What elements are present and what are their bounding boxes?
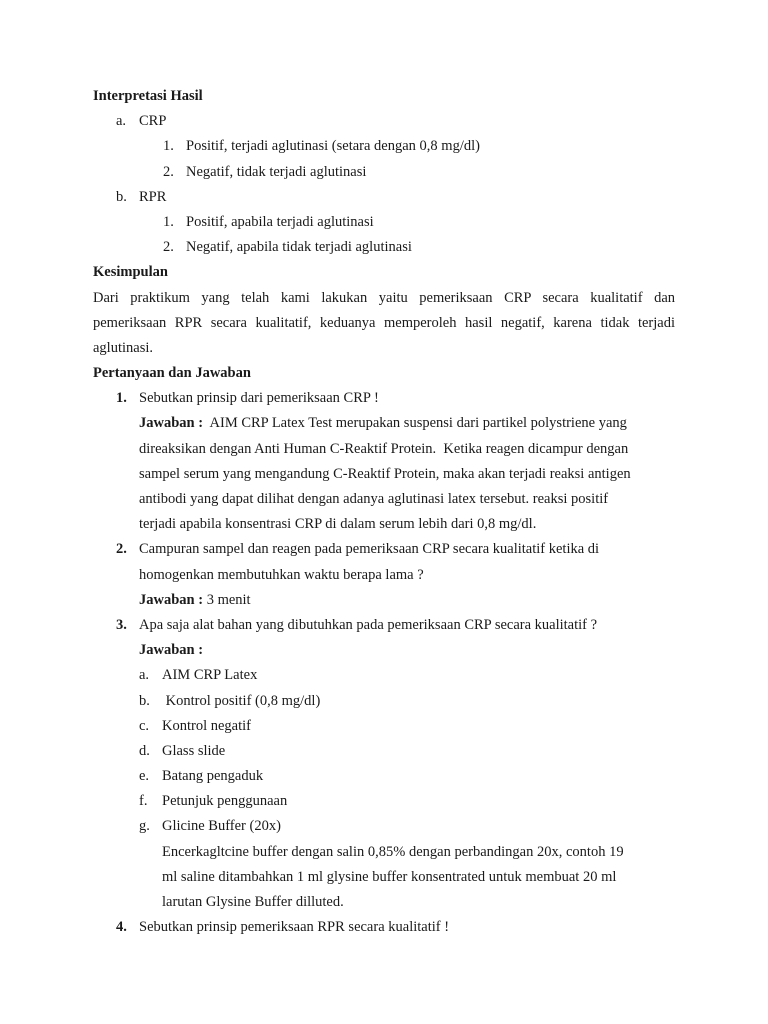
list-marker: e. — [139, 768, 150, 785]
answer-label: Jawaban : — [139, 591, 204, 608]
question-number: 4. — [116, 919, 127, 936]
answer-text: AIM CRP Latex Test merupakan suspensi dari partikel polystriene yang — [203, 415, 627, 432]
question-2-line: homogenkan membutuhkan waktu berapa lama ? — [139, 566, 424, 583]
question-1 — [93, 386, 675, 411]
list-marker: 1. — [163, 213, 174, 230]
question-2 — [93, 537, 675, 562]
question-number: 1. — [116, 390, 127, 407]
list-item — [93, 689, 675, 714]
answer-1-line — [93, 411, 675, 436]
list-marker: 2. — [163, 163, 174, 180]
list-item — [93, 814, 675, 839]
note-line: larutan Glysine Buffer dilluted. — [162, 894, 344, 910]
list-item-text: Glicine Buffer (20x) — [162, 818, 281, 835]
heading-kesimpulan: Kesimpulan — [93, 264, 168, 281]
list-marker: f. — [139, 793, 148, 810]
list-item-rpr-2 — [93, 235, 675, 260]
list-item-text: AIM CRP Latex — [162, 667, 258, 684]
list-marker: 2. — [163, 239, 174, 256]
list-item-label: CRP — [139, 113, 167, 130]
list-marker: 1. — [163, 138, 174, 155]
kesimpulan-line: Dari praktikum yang telah kami lakukan yaitu pemeriksaan CRP secara kualitatif dan — [93, 289, 675, 306]
question-text: Apa saja alat bahan yang dibutuhkan pada pemeriksaan CRP secara kualitatif ? — [139, 616, 598, 633]
list-item-text: Kontrol positif (0,8 mg/dl) — [162, 692, 321, 709]
list-item-text: Glass slide — [162, 742, 226, 759]
list-item — [93, 764, 675, 789]
question-text: Sebutkan prinsip pemeriksaan RPR secara kualitatif ! — [139, 919, 450, 936]
question-4 — [93, 915, 675, 940]
list-marker: b. — [139, 692, 150, 709]
list-marker: d. — [139, 742, 150, 759]
note-line: ml saline ditambahkan 1 ml glysine buffer konsentrated untuk membuat 20 ml — [162, 868, 617, 885]
list-item — [93, 663, 675, 688]
list-item-rpr-1 — [93, 210, 675, 235]
list-item-crp-1 — [93, 134, 675, 159]
list-item-label: RPR — [139, 188, 167, 205]
list-item-text: Positif, terjadi aglutinasi (setara dengan 0,8 mg/dl) — [186, 138, 480, 155]
question-text: Sebutkan prinsip dari pemeriksaan CRP ! — [139, 390, 379, 407]
list-marker: a. — [139, 667, 150, 684]
list-item-text: Kontrol negatif — [162, 717, 251, 734]
list-marker: c. — [139, 717, 150, 734]
list-marker: a. — [116, 113, 127, 130]
kesimpulan-line: pemeriksaan RPR secara kualitatif, keduanya memperoleh hasil negatif, karena tidak terjadi — [93, 314, 675, 331]
answer-1-line: direaksikan dengan Anti Human C-Reaktif Protein. Ketika reagen dicampur dengan — [139, 440, 629, 457]
list-marker: g. — [139, 818, 150, 835]
answer-text: 3 menit — [203, 591, 251, 608]
list-item — [93, 714, 675, 739]
answer-1-line: antibodi yang dapat dilihat dengan adanya aglutinasi latex tersebut. reaksi positif — [139, 491, 609, 507]
document-content — [93, 84, 675, 940]
heading-interpretasi: Interpretasi Hasil — [93, 88, 203, 104]
list-item-crp — [93, 109, 675, 134]
kesimpulan-line: aglutinasi. — [93, 339, 154, 356]
list-item-text: Positif, apabila terjadi aglutinasi — [186, 213, 374, 230]
list-item-rpr — [93, 185, 675, 210]
question-text: Campuran sampel dan reagen pada pemeriksaan CRP secara kualitatif ketika di — [139, 541, 600, 558]
list-item — [93, 789, 675, 814]
list-item-text: Negatif, apabila tidak terjadi aglutinasi — [186, 239, 412, 256]
list-item-text: Negatif, tidak terjadi aglutinasi — [186, 163, 367, 180]
list-item — [93, 739, 675, 764]
answer-label: Jawaban : — [139, 415, 204, 432]
question-3 — [93, 613, 675, 638]
list-marker: b. — [116, 188, 127, 205]
note-line: Encerkagltcine buffer dengan salin 0,85% dengan perbandingan 20x, contoh 19 — [162, 843, 624, 860]
answer-1-line: sampel serum yang mengandung C-Reaktif Protein, maka akan terjadi reaksi antigen — [139, 465, 631, 482]
question-number: 2. — [116, 541, 127, 558]
question-number: 3. — [116, 616, 127, 633]
answer-1-line: terjadi apabila konsentrasi CRP di dalam serum lebih dari 0,8 mg/dl. — [139, 516, 537, 533]
answer-label: Jawaban : — [139, 642, 204, 659]
list-item-text: Petunjuk penggunaan — [162, 793, 288, 810]
answer-2-line — [93, 588, 675, 613]
list-item-text: Batang pengaduk — [162, 768, 264, 785]
list-item-crp-2 — [93, 160, 675, 185]
heading-pertanyaan: Pertanyaan dan Jawaban — [93, 365, 251, 382]
